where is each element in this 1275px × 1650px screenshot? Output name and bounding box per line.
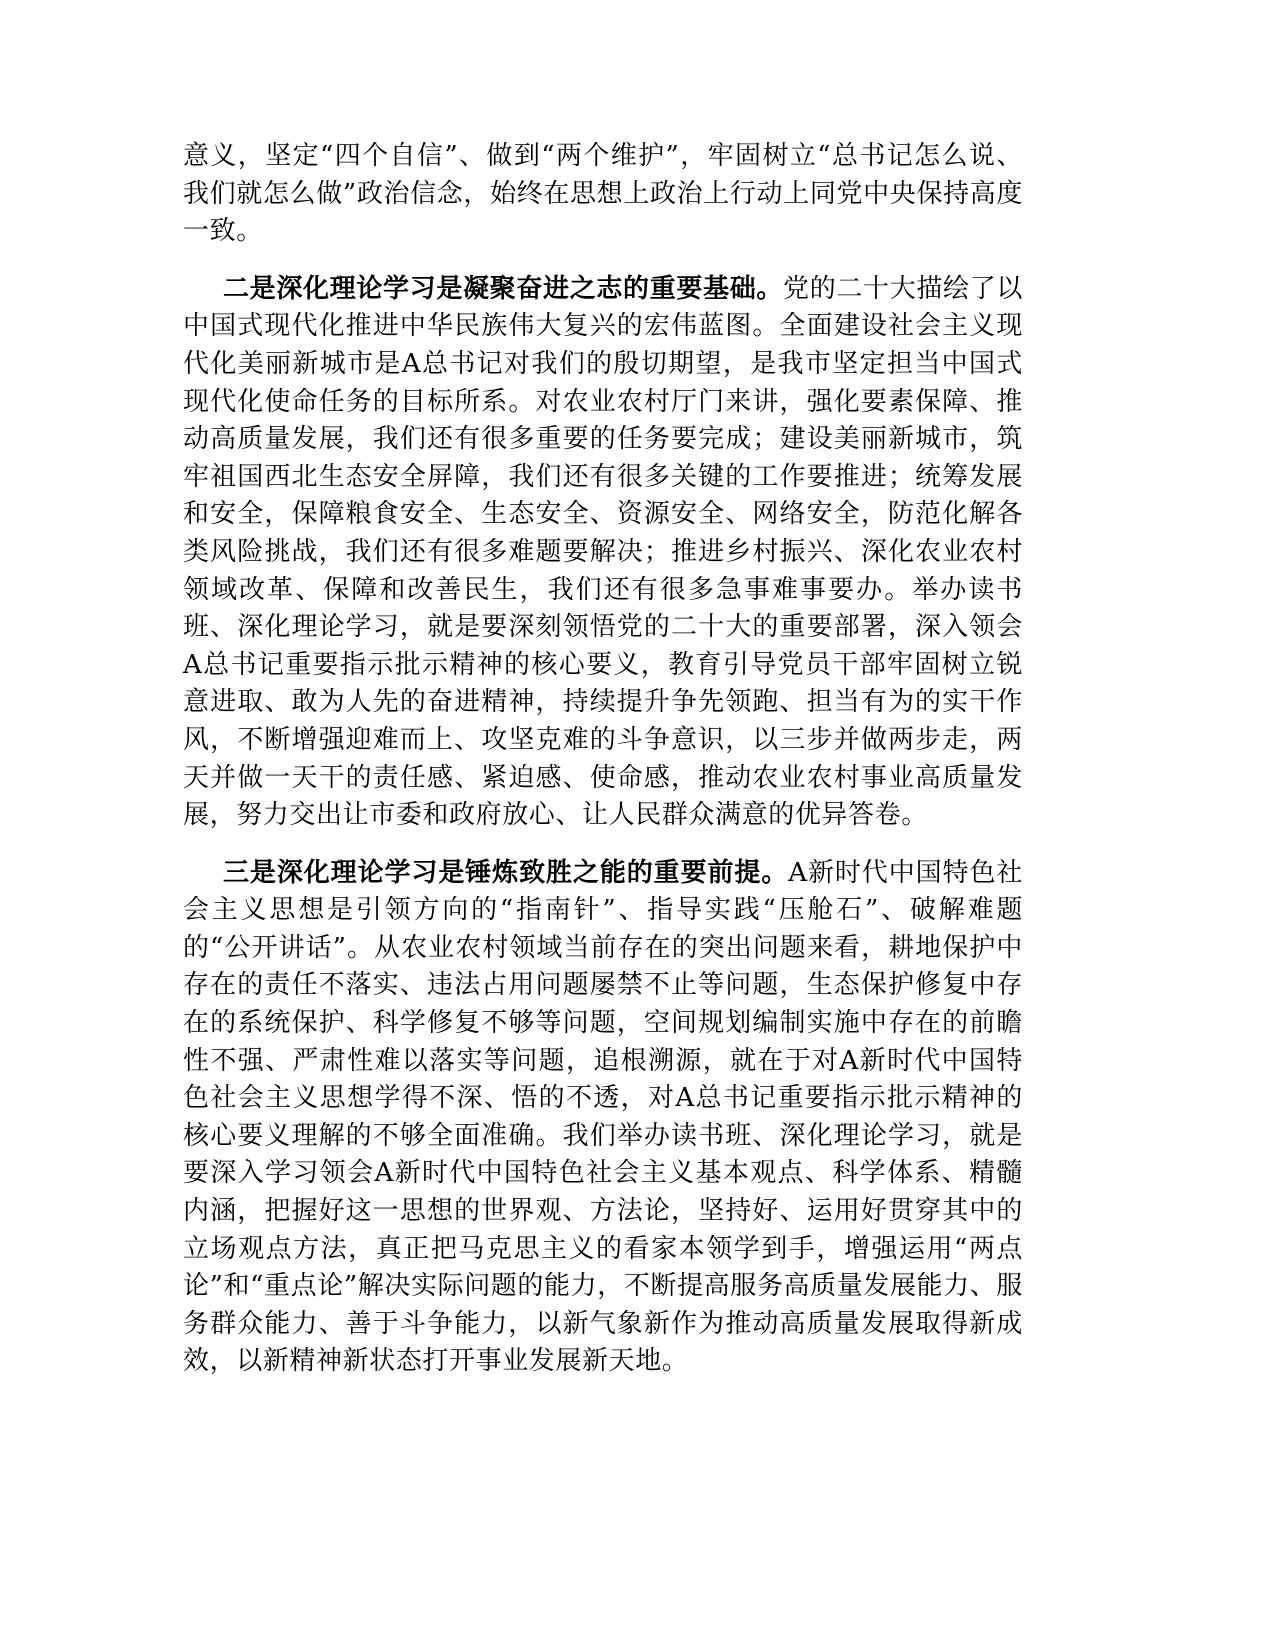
paragraph-body: 意义，坚定“四个自信”、做到“两个维护”，牢固树立“总书记怎么说、我们就怎么做”政治信念，始终在思想上政治上行动上同党中央保持高度一致。 [183,141,1023,247]
paragraph-lead-heading: 二是深化理论学习是凝聚奋进之志的重要基础。 [223,273,784,304]
paragraph-body: 党的二十大描绘了以中国式现代化推进中华民族伟大复兴的宏伟蓝图。全面建设社会主义现代化美丽新城市是A总书记对我们的殷切期望，是我市坚定担当中国式现代化使命任务的目标所系。对农业农村厅门来讲，强化要素保障、推动高质量发展，我们还有很多重要的任务要完成；建设美丽新城市，筑牢祖国西北生态安全屏障，我们还有很多关键的工作要推进；统筹发展和安全，保障粮食安全、生态安全、资源安全、网络安全，防范化解各类风险挑战，我们还有很多难题要解决；推进乡村振兴、深化农业农村领域改革、保障和改善民生，我们还有很多急事难事要办。举办读书班、深化理论学习，就是要深刻领悟党的二十大的重要部署，深入领会A总书记重要指示批示精神的核心要义，教育引导党员干部牢固树立锐意进取、敢为人先的奋进精神，持续提升争先领跑、担当有为的实干作风，不断增强迎难而上、攻坚克难的斗争意识，以三步并做两步走，两天并做一天干的责任感、紧迫感、使命感，推动农业农村事业高质量发展，努力交出让市委和政府放心、让人民群众满意的优异答卷。 [183,273,1023,831]
paragraph-continuation [183,138,1023,251]
document-page [183,138,1023,1401]
paragraph-point-three [183,855,1023,1381]
paragraph-point-two [183,271,1023,835]
paragraph-lead-heading: 三是深化理论学习是锤炼致胜之能的重要前提。 [223,857,789,888]
paragraph-body: A新时代中国特色社会主义思想是引领方向的“指南针”、指导实践“压舱石”、破解难题的“公开讲话”。从农业农村领域当前存在的突出问题来看，耕地保护中存在的责任不落实、违法占用问题屡禁不止等问题，生态保护修复中存在的系统保护、科学修复不够等问题，空间规划编制实施中存在的前瞻性不强、严肃性难以落实等问题，追根溯源，就在于对A新时代中国特色社会主义思想学得不深、悟的不透，对A总书记重要指示批示精神的核心要义理解的不够全面准确。我们举办读书班、深化理论学习，就是要深入学习领会A新时代中国特色社会主义基本观点、科学体系、精髓内涵，把握好这一思想的世界观、方法论，坚持好、运用好贯穿其中的立场观点方法，真正把马克思主义的看家本领学到手，增强运用“两点论”和“重点论”解决实际问题的能力，不断提高服务高质量发展能力、服务群众能力、善于斗争能力，以新气象新作为推动高质量发展取得新成效，以新精神新状态打开事业发展新天地。 [183,857,1023,1377]
